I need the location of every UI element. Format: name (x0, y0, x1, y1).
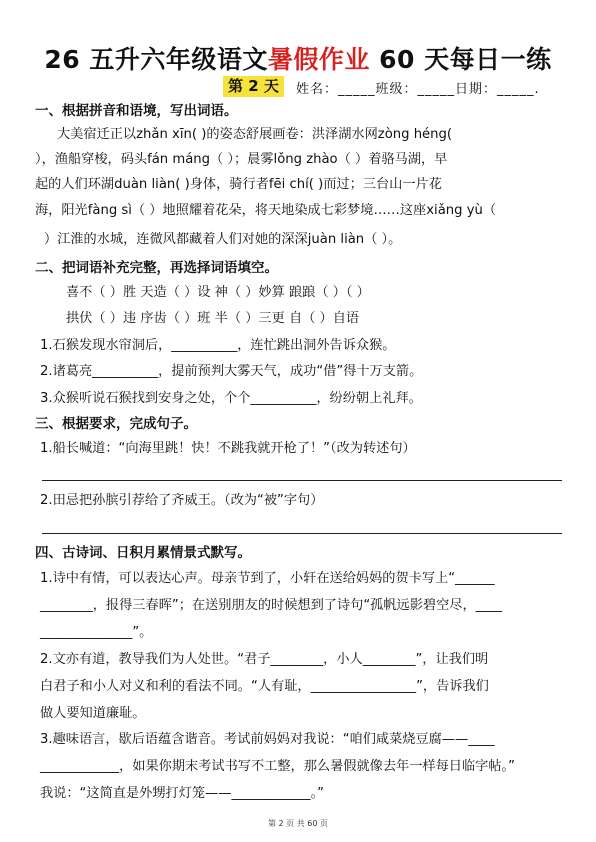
question-line: 1.石猴发现水帘洞后，__________，连忙跳出洞外告诉众猴。 (40, 338, 396, 353)
question-line: ____________，如果你期末考试书写不工整，那么暑假就像去年一样每日临字帖。” (40, 759, 515, 774)
question-line: 2.田忌把孙膑引荐给了齐威王。（改为“被”字句） (40, 493, 324, 508)
question-line: 2.诸葛亮__________，提前预判大雾天气，成功“借”得十万支箭。 (40, 364, 423, 379)
passage-line: 海，阳光fàng sì（ ）地照耀着花朵，将天地染成七彩梦境……这座xiǎng yù（ (35, 203, 497, 218)
idiom-row: 拱伏（ ）违 序齿（ ）班 半（ ）三更 自（ ）自语 (66, 311, 360, 326)
subheader (0, 76, 596, 98)
answer-line (42, 480, 562, 481)
question-line: 我说：“这简直是外甥打灯笼——____________。” (40, 786, 325, 801)
section-4-heading: 四、古诗词、日积月累情景式默写。 (35, 545, 251, 561)
section-3-heading: 三、根据要求，完成句子。 (35, 416, 197, 432)
question-line: 1.船长喊道：“向海里跳！快！不跳我就开枪了！”（改为转述句） (40, 441, 416, 456)
section-2-heading: 二、把词语补充完整，再选择词语填空。 (35, 260, 278, 276)
section-1-heading: 一、根据拼音和语境，写出词语。 (35, 103, 238, 119)
question-line: 做人要知道廉耻。 (40, 706, 146, 721)
title-pre: 26 五升六年级语文 (44, 45, 268, 74)
title-highlight: 暑假作业 (267, 45, 370, 74)
passage-line: 大美宿迁正以zhǎn xīn( )的姿态舒展画卷：洪泽湖水网zòng héng( (57, 127, 453, 142)
question-line: ________，报得三春晖”；在送别朋友的时候想到了诗句“孤帆远影碧空尽，____ (40, 598, 503, 613)
question-line: 3.众猴听说石猴找到安身之处，个个__________，纷纷朝上礼拜。 (40, 391, 422, 406)
passage-line: ）江淮的水城，连微风都藏着人们对她的深深juàn liàn（ ）。 (44, 232, 402, 247)
question-line: ______________”。 (40, 625, 153, 640)
question-line: 3.趣味语言，歇后语蕴含谐音。考试前妈妈对我说：“咱们咸菜烧豆腐——____ (40, 732, 495, 747)
page-footer: 第 2 页 共 60 页 (268, 819, 328, 828)
question-line: 白君子和小人对义和利的看法不同。“人有耻，________________”，告诉我们 (40, 679, 489, 694)
passage-line: 起的人们环湖duàn liàn( )身体，骑行者fēi chí( )而过；三台山一片花 (35, 177, 442, 192)
passage-line: ），渔船穿梭，码头fán máng（ ）；晨雾lǒng zhào（ ）着骆马湖，早 (35, 152, 448, 167)
idiom-row: 喜不（ ）胜 天造（ ）设 神（ ）妙算 踉踉（ ）（ ） (66, 285, 370, 300)
day-badge: 第 2 天 (223, 76, 284, 97)
question-line: 2.文亦有道，教导我们为人处世。“君子________，小人________”，让我们明 (40, 652, 489, 667)
title-post: 60 天每日一练 (369, 45, 552, 74)
question-line: 1.诗中有情，可以表达心声。母亲节到了，小轩在送给妈妈的贺卡写上“______ (40, 571, 495, 586)
name-class-date-fields: 姓名：_____班级：_____日期：_____. (296, 82, 540, 97)
page-title (0, 40, 596, 76)
answer-line (42, 533, 562, 534)
